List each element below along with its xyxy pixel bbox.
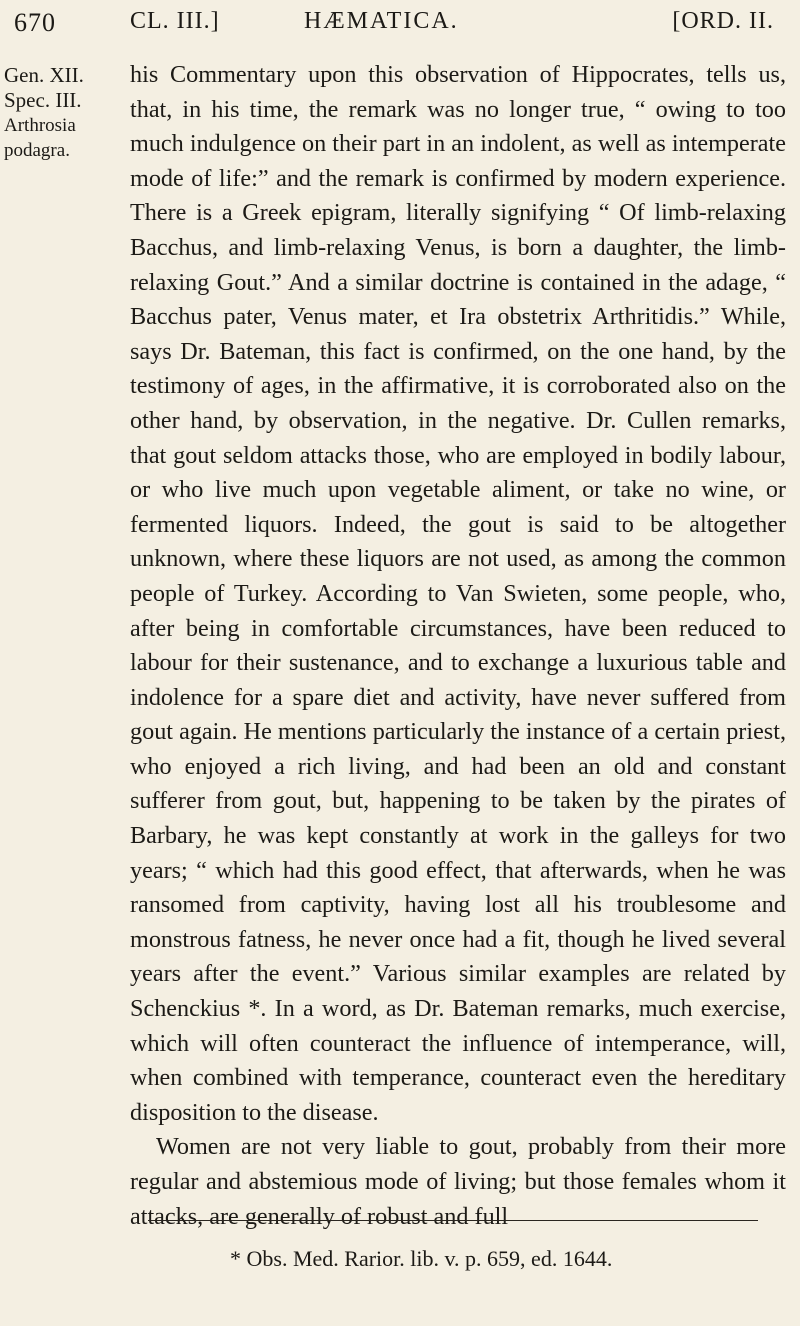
margin-note [4,63,124,163]
paragraph-2: Women are not very liable to gout, probably from their more regular and abstemious mode of living; but those females whom it attacks, are generally of robust and full [130,1133,786,1230]
section-code: CL. III.] [130,8,220,34]
footnote: * Obs. Med. Rarior. lib. v. p. 659, ed. 1644. [230,1246,613,1271]
running-head [14,8,774,48]
paragraph-1: his Commentary upon this observation of Hippocrates, tells us, that, in his time, the remark was no longer true, “ owing to too much indulgence on their part in an indolent, as well as intemperate mode of life:” and the remark is confirmed by modern experience. There is a Greek epigram, literally signifying “ Of limb-relaxing Bacchus, and limb-relaxing Venus, is born a daughter, the limb-relaxing Gout.” And a similar doctrine is contained in the adage, “ Bacchus pater, Venus mater, et Ira obstetrix Arthritidis.” While, says Dr. Bateman, this fact is confirmed, on the one hand, by the testimony of ages, in the affirmative, it is corroborated also on the other hand, by observation, in the negative. Dr. Cullen remarks, that gout seldom attacks those, who are employed in bodily labour, or who live much upon vegetable aliment, or take no wine, or fermented liquors. Indeed, the gout is said to be altogether unknown, where these liquors are not used, as among the common people of Turkey. According to Van Swieten, some people, who, after being in comfortable circumstances, have been reduced to labour for their sustenance, and to exchange a luxurious table and indolence for a spare diet and activity, have never suffered from gout again. He mentions particularly the instance of a certain priest, who enjoyed a rich living, and had been an old and constant sufferer from gout, but, happening to be taken by the pirates of Barbary, he was kept constantly at work in the galleys for two years; “ which had this good effect, that afterwards, when he was ransomed from captivity, having lost all his troublesome and monstrous fatness, he never once had a fit, though he lived several years after the event.” Various similar examples are related by Schenckius *. In a word, as Dr. Bateman remarks, much exercise, which will often counteract the influence of intemperance, will, when combined with temperance, counteract even the hereditary disposition to the disease. [130,61,786,1126]
order-code: [ORD. II. [672,8,774,34]
running-title: HÆMATICA. [304,8,459,34]
margin-genus: Gen. XII. [4,63,84,87]
body-text [130,58,786,1234]
page-number: 670 [14,8,56,37]
footnote-rule [148,1220,758,1221]
margin-name-2: podagra. [4,140,70,161]
margin-name-1: Arthrosia [4,115,76,136]
margin-species: Spec. III. [4,88,82,112]
